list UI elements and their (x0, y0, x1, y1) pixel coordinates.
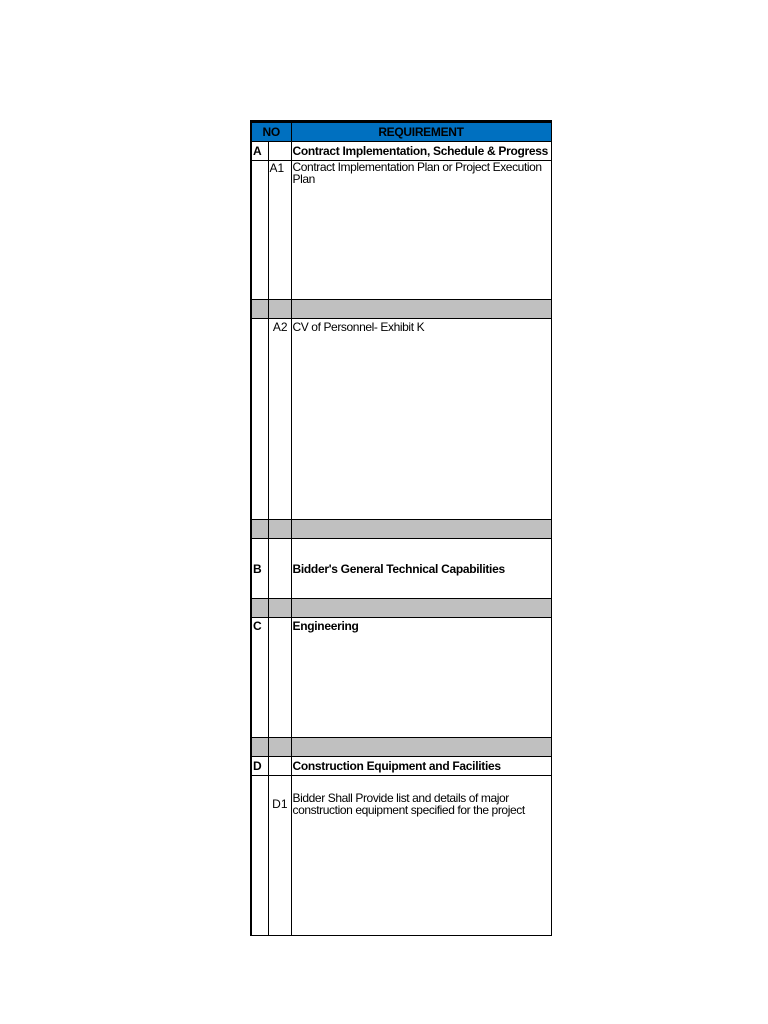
empty-cell (251, 776, 268, 936)
section-title-b: Bidder's General Technical Capabilities (291, 539, 551, 599)
section-code-a: A (251, 142, 268, 161)
section-row-c (251, 618, 551, 738)
table-header-row (251, 122, 551, 142)
section-code-d: D (251, 757, 268, 776)
item-row-a2 (251, 319, 551, 520)
empty-cell (251, 319, 268, 520)
separator-row (251, 520, 551, 539)
item-text-d1: Bidder Shall Provide list and details of major construction equipment specified for the project (291, 776, 551, 936)
header-requirement: REQUIREMENT (291, 122, 551, 142)
section-title-c: Engineering (291, 618, 551, 738)
section-row-d (251, 757, 551, 776)
separator-row (251, 599, 551, 618)
empty-cell (268, 618, 291, 738)
section-code-b: B (251, 539, 268, 599)
separator-row (251, 738, 551, 757)
empty-cell (268, 142, 291, 161)
empty-cell (268, 757, 291, 776)
section-title-a: Contract Implementation, Schedule & Progress (291, 142, 551, 161)
requirements-table (250, 120, 552, 936)
item-code-a2: A2 (268, 319, 291, 520)
item-row-a1 (251, 161, 551, 300)
item-code-d1: D1 (268, 776, 291, 936)
section-row-a (251, 142, 551, 161)
header-no: NO (251, 122, 291, 142)
requirements-sheet (250, 120, 550, 936)
empty-cell (268, 539, 291, 599)
section-row-b (251, 539, 551, 599)
item-text-a2: CV of Personnel- Exhibit K (291, 319, 551, 520)
empty-cell (251, 161, 268, 300)
item-text-a1: Contract Implementation Plan or Project Execution Plan (291, 161, 551, 300)
separator-row (251, 300, 551, 319)
section-title-d: Construction Equipment and Facilities (291, 757, 551, 776)
item-row-d1 (251, 776, 551, 936)
item-code-a1: A1 (268, 161, 291, 300)
section-code-c: C (251, 618, 268, 738)
